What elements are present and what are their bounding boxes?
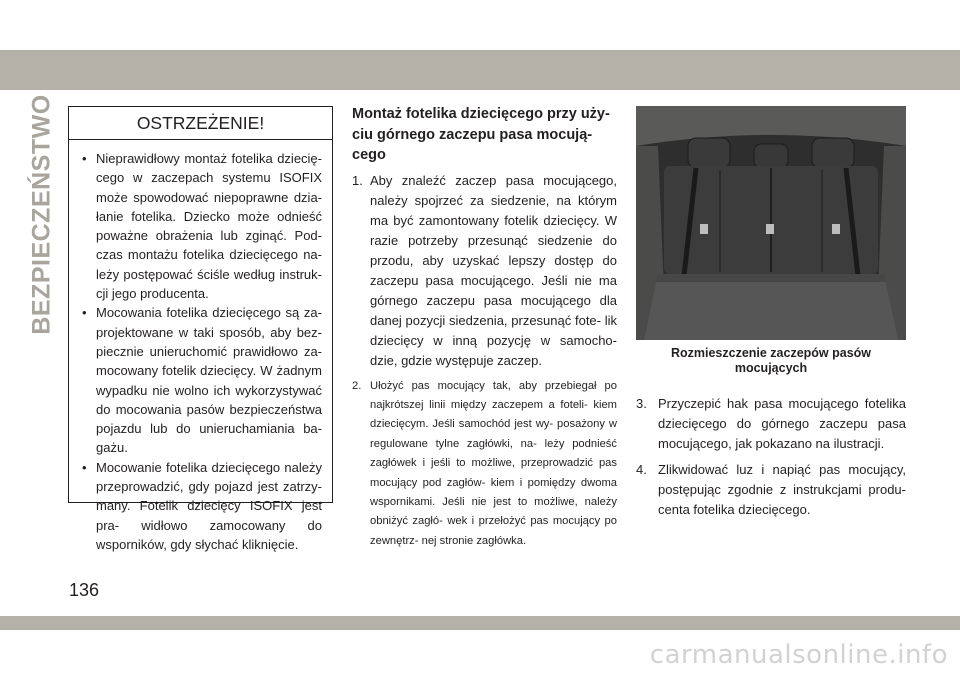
figure-column bbox=[636, 106, 906, 526]
warning-item: • Nieprawidłowy montaż fotelika dziecię- cego w zaczepach systemu ISOFIX może spowodować niepoprawne dzia- łanie fotelika. Dziecko może odnieść poważne obrażenia lub zginąć. Pod- czas montażu fotelika dziecięcego na- leży postępować ściśle według instruk- cji jego producenta. bbox=[78, 149, 322, 303]
procedure-step bbox=[352, 171, 617, 371]
step-text: Aby znaleźć zaczep pasa mocującego, należy spojrzeć za siedzenie, na którym ma być zamontowany fotelik dziecięcy. W razie potrzeby przesunąć siedzenie do przodu, aby uzyskać lepszy dostęp do zaczepu pasa mocującego. Jeśli nie ma górnego zaczepu pasa mocującego dla danej pozycji siedzenia, przesunąć fote- lik dziecięcy w inną pozycję w samocho- dzie, gdzie występuje zaczep. bbox=[370, 172, 617, 368]
warning-box bbox=[68, 106, 333, 552]
step-number: 1. bbox=[352, 172, 363, 188]
figure-caption bbox=[636, 346, 906, 376]
step-text: Ułożyć pas mocujący tak, aby przebiegał po najkrótszej linii między zaczepem a foteli- kiem dziecięcym. Jeśli samochód jest wy- posażony w regulowane tylne zagłówki, na- leży podnieść zagłówek i jeśli to możliwe, przeprowadzić pas mocujący pod zagłów- kiem i pomiędzy dwoma wspornikami. Jeśli nie jest to możliwe, należy obniżyć zagłó- wek i przełożyć pas mocujący po zewnętrz- nej stronie zagłówka. bbox=[370, 379, 617, 547]
step-number: 4. bbox=[636, 462, 647, 477]
cargo-area-photo bbox=[636, 106, 906, 340]
step-text: Zlikwidować luz i napiąć pas mocujący, postępując zgodnie z instrukcjami produ- centa fotelika dziecięcego. bbox=[658, 462, 906, 517]
procedure-steps-continued bbox=[636, 394, 906, 520]
warning-item: • Mocowania fotelika dziecięcego są za- projektowane w taki sposób, aby bez- piecznie unieruchomić prawidłowo za- mocowany fotelik dziecięcy. W żadnym wypadku nie wolno ich wykorzystywać do mocowania pasów bezpieczeństwa pojazdu lub do unieruchamiania ba- gażu. bbox=[78, 303, 322, 457]
step-number: 2. bbox=[352, 379, 362, 392]
figure-caption-line: mocujących bbox=[734, 361, 808, 375]
step-text: Przyczepić hak pasa mocującego fotelika dziecięcego do górnego zaczepu pasa mocującego, jak pokazano na ilustracji. bbox=[658, 396, 906, 451]
warning-title: OSTRZEŻENIE! bbox=[69, 107, 332, 140]
watermark-text: carmanualsonline.info bbox=[649, 640, 948, 670]
step-number: 3. bbox=[636, 396, 647, 411]
procedure-step bbox=[636, 460, 906, 520]
warning-item: • Mocowanie fotelika dziecięcego należy przeprowadzić, gdy pojazd jest zatrzy- many. Fotelik dziecięcy ISOFIX jest pra- widłowo zamocowany do wsporników, gdy słychać kliknięcie. bbox=[78, 458, 322, 554]
footer-band bbox=[0, 616, 960, 630]
section-tab-label: BEZPIECZEŃSTWO bbox=[27, 93, 56, 335]
procedure-step bbox=[352, 377, 617, 552]
page-number: 136 bbox=[69, 580, 100, 600]
header-band bbox=[0, 50, 960, 90]
procedure-heading: Montaż fotelika dziecięcego przy uży- ciu górnego zaczepu pasa mocują- cego bbox=[352, 106, 610, 163]
warning-list bbox=[69, 140, 332, 554]
procedure-column bbox=[352, 104, 617, 551]
procedure-step bbox=[636, 394, 906, 454]
section-tab bbox=[25, 93, 59, 335]
procedure-steps bbox=[352, 171, 617, 552]
figure-caption-line: Rozmieszczenie zaczepów pasów bbox=[670, 346, 872, 360]
